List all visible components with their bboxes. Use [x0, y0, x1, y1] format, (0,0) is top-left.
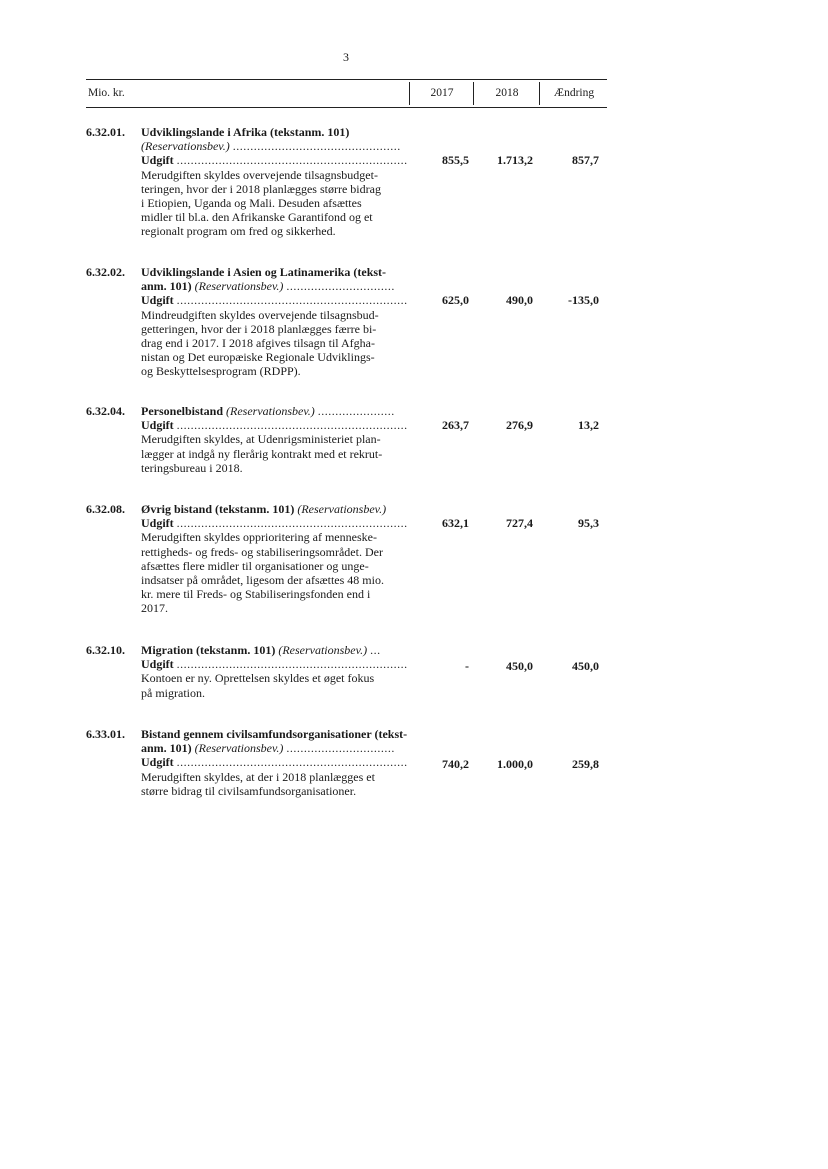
entry-title: Migration (tekstanm. 101): [141, 643, 276, 657]
entry-description: [141, 770, 412, 798]
description-line: Merudgiften skyldes, at der i 2018 planlægges et: [141, 769, 375, 784]
value-2017: 855,5: [442, 153, 469, 168]
description-line: afsættes flere midler til organisationer og unge-: [141, 558, 369, 573]
entry-title: Øvrig bistand (tekstanm. 101): [141, 502, 295, 516]
description-line: på migration.: [141, 685, 205, 700]
leader-dots: ..................................................................: [176, 657, 408, 672]
leader-dots: ...: [370, 643, 381, 657]
description-line: nistan og Det europæiske Regionale Udviklings-: [141, 350, 375, 365]
leader-dots: ..................................................................: [176, 418, 408, 433]
page-number: 3: [343, 50, 349, 64]
entry-description: [141, 308, 412, 379]
description-line: getteringen, hvor der i 2018 planlægges færre bi-: [141, 321, 377, 336]
value-2017: -: [465, 659, 469, 673]
value-change: 450,0: [572, 659, 599, 673]
unit-label: Mio. kr.: [88, 87, 125, 99]
value-2017: 263,7: [442, 418, 469, 433]
value-change: 95,3: [578, 516, 599, 531]
value-change: 259,8: [572, 757, 599, 771]
entry-title: Bistand gennem civilsamfundsorganisationer (tekst-: [141, 727, 408, 741]
description-line: større bidrag til civilsamfundsorganisationer.: [141, 783, 357, 798]
description-line: rettigheds- og freds- og stabiliseringsområdet. Der: [141, 544, 383, 559]
value-2018: 450,0: [506, 659, 533, 673]
expense-label: Udgift: [141, 516, 174, 531]
value-change: 13,2: [578, 418, 599, 433]
account-code: 6.33.01.: [86, 727, 125, 741]
description-line: Mindreudgiften skyldes overvejende tilsagnsbud-: [141, 307, 379, 322]
reservation-note: (Reservationsbev.): [297, 502, 387, 516]
value-2018: 1.000,0: [497, 757, 533, 771]
description-line: midler til bl.a. den Afrikanske Garantifond og et: [141, 210, 373, 225]
leader-dots: ......................: [317, 404, 395, 418]
description-line: Kontoen er ny. Oprettelsen skyldes et øget fokus: [141, 671, 375, 686]
account-code: 6.32.01.: [86, 125, 125, 139]
value-2018: 1.713,2: [497, 153, 533, 168]
value-2018: 490,0: [506, 293, 533, 308]
value-2017: 625,0: [442, 293, 469, 308]
leader-dots: ..................................................................: [176, 153, 408, 168]
reservation-note: (Reservationsbev.): [194, 741, 284, 756]
description-line: Merudgiften skyldes, at Udenrigsministeriet plan-: [141, 432, 381, 447]
description-line: 2017.: [141, 601, 168, 616]
expense-label: Udgift: [141, 293, 174, 308]
description-line: kr. mere til Freds- og Stabiliseringsfonden end i: [141, 587, 371, 602]
column-header-change: Ændring: [539, 82, 608, 105]
expense-label: Udgift: [141, 657, 174, 672]
leader-dots: ...............................: [286, 279, 395, 294]
value-2017: 740,2: [442, 757, 469, 771]
leader-dots: ..................................................................: [176, 516, 408, 531]
value-change: -135,0: [568, 293, 599, 308]
account-code: 6.32.10.: [86, 643, 125, 657]
expense-label: Udgift: [141, 418, 174, 433]
entry-description: [141, 168, 412, 239]
expense-label: Udgift: [141, 755, 174, 770]
expense-label: Udgift: [141, 153, 174, 168]
account-code: 6.32.08.: [86, 502, 125, 516]
reservation-note: (Reservationsbev.): [278, 643, 368, 657]
entry-title: Personelbistand: [141, 404, 224, 418]
description-line: Merudgiften skyldes overvejende tilsagnsbudget-: [141, 167, 378, 182]
entry-description: [141, 530, 412, 615]
entry-title-continued: anm. 101): [141, 741, 192, 756]
account-code: 6.32.04.: [86, 404, 125, 418]
description-line: teringen, hvor der i 2018 planlægges større bidrag: [141, 181, 381, 196]
description-line: i Etiopien, Uganda og Mali. Desuden afsættes: [141, 196, 362, 211]
reservation-note: (Reservationsbev.): [226, 404, 315, 418]
value-2018: 276,9: [506, 418, 533, 433]
reservation-note: (Reservationsbev.): [141, 139, 230, 154]
description-line: lægger at indgå ny flerårig kontrakt med et rekrut-: [141, 446, 383, 461]
value-2018: 727,4: [506, 516, 533, 531]
value-change: 857,7: [572, 153, 599, 168]
description-line: teringsbureau i 2018.: [141, 460, 243, 475]
entry-description: [141, 671, 412, 699]
description-line: Merudgiften skyldes opprioritering af menneske-: [141, 530, 377, 545]
leader-dots: ..................................................................: [176, 293, 408, 308]
leader-dots: ..................................................................: [176, 755, 408, 770]
account-code: 6.32.02.: [86, 265, 125, 279]
entry-title: Udviklingslande i Afrika (tekstanm. 101): [141, 125, 350, 139]
leader-dots: ...............................: [286, 741, 395, 756]
leader-dots: ................................................: [232, 139, 401, 154]
value-2017: 632,1: [442, 516, 469, 531]
description-line: regionalt program om fred og sikkerhed.: [141, 224, 336, 239]
entry-description: [141, 432, 412, 475]
column-header-2018: 2018: [473, 82, 540, 105]
table-header: [86, 79, 607, 108]
reservation-note: (Reservationsbev.): [194, 279, 284, 294]
column-header-2017: 2017: [409, 82, 474, 105]
entry-title: Udviklingslande i Asien og Latinamerika (tekst-: [141, 265, 387, 279]
description-line: og Beskyttelsesprogram (RDPP).: [141, 364, 301, 379]
description-line: drag end i 2017. I 2018 afgives tilsagn til Afgha-: [141, 336, 375, 351]
description-line: indsatser på området, ligesom der afsættes 48 mio.: [141, 573, 384, 588]
entry-title-continued: anm. 101): [141, 279, 192, 294]
